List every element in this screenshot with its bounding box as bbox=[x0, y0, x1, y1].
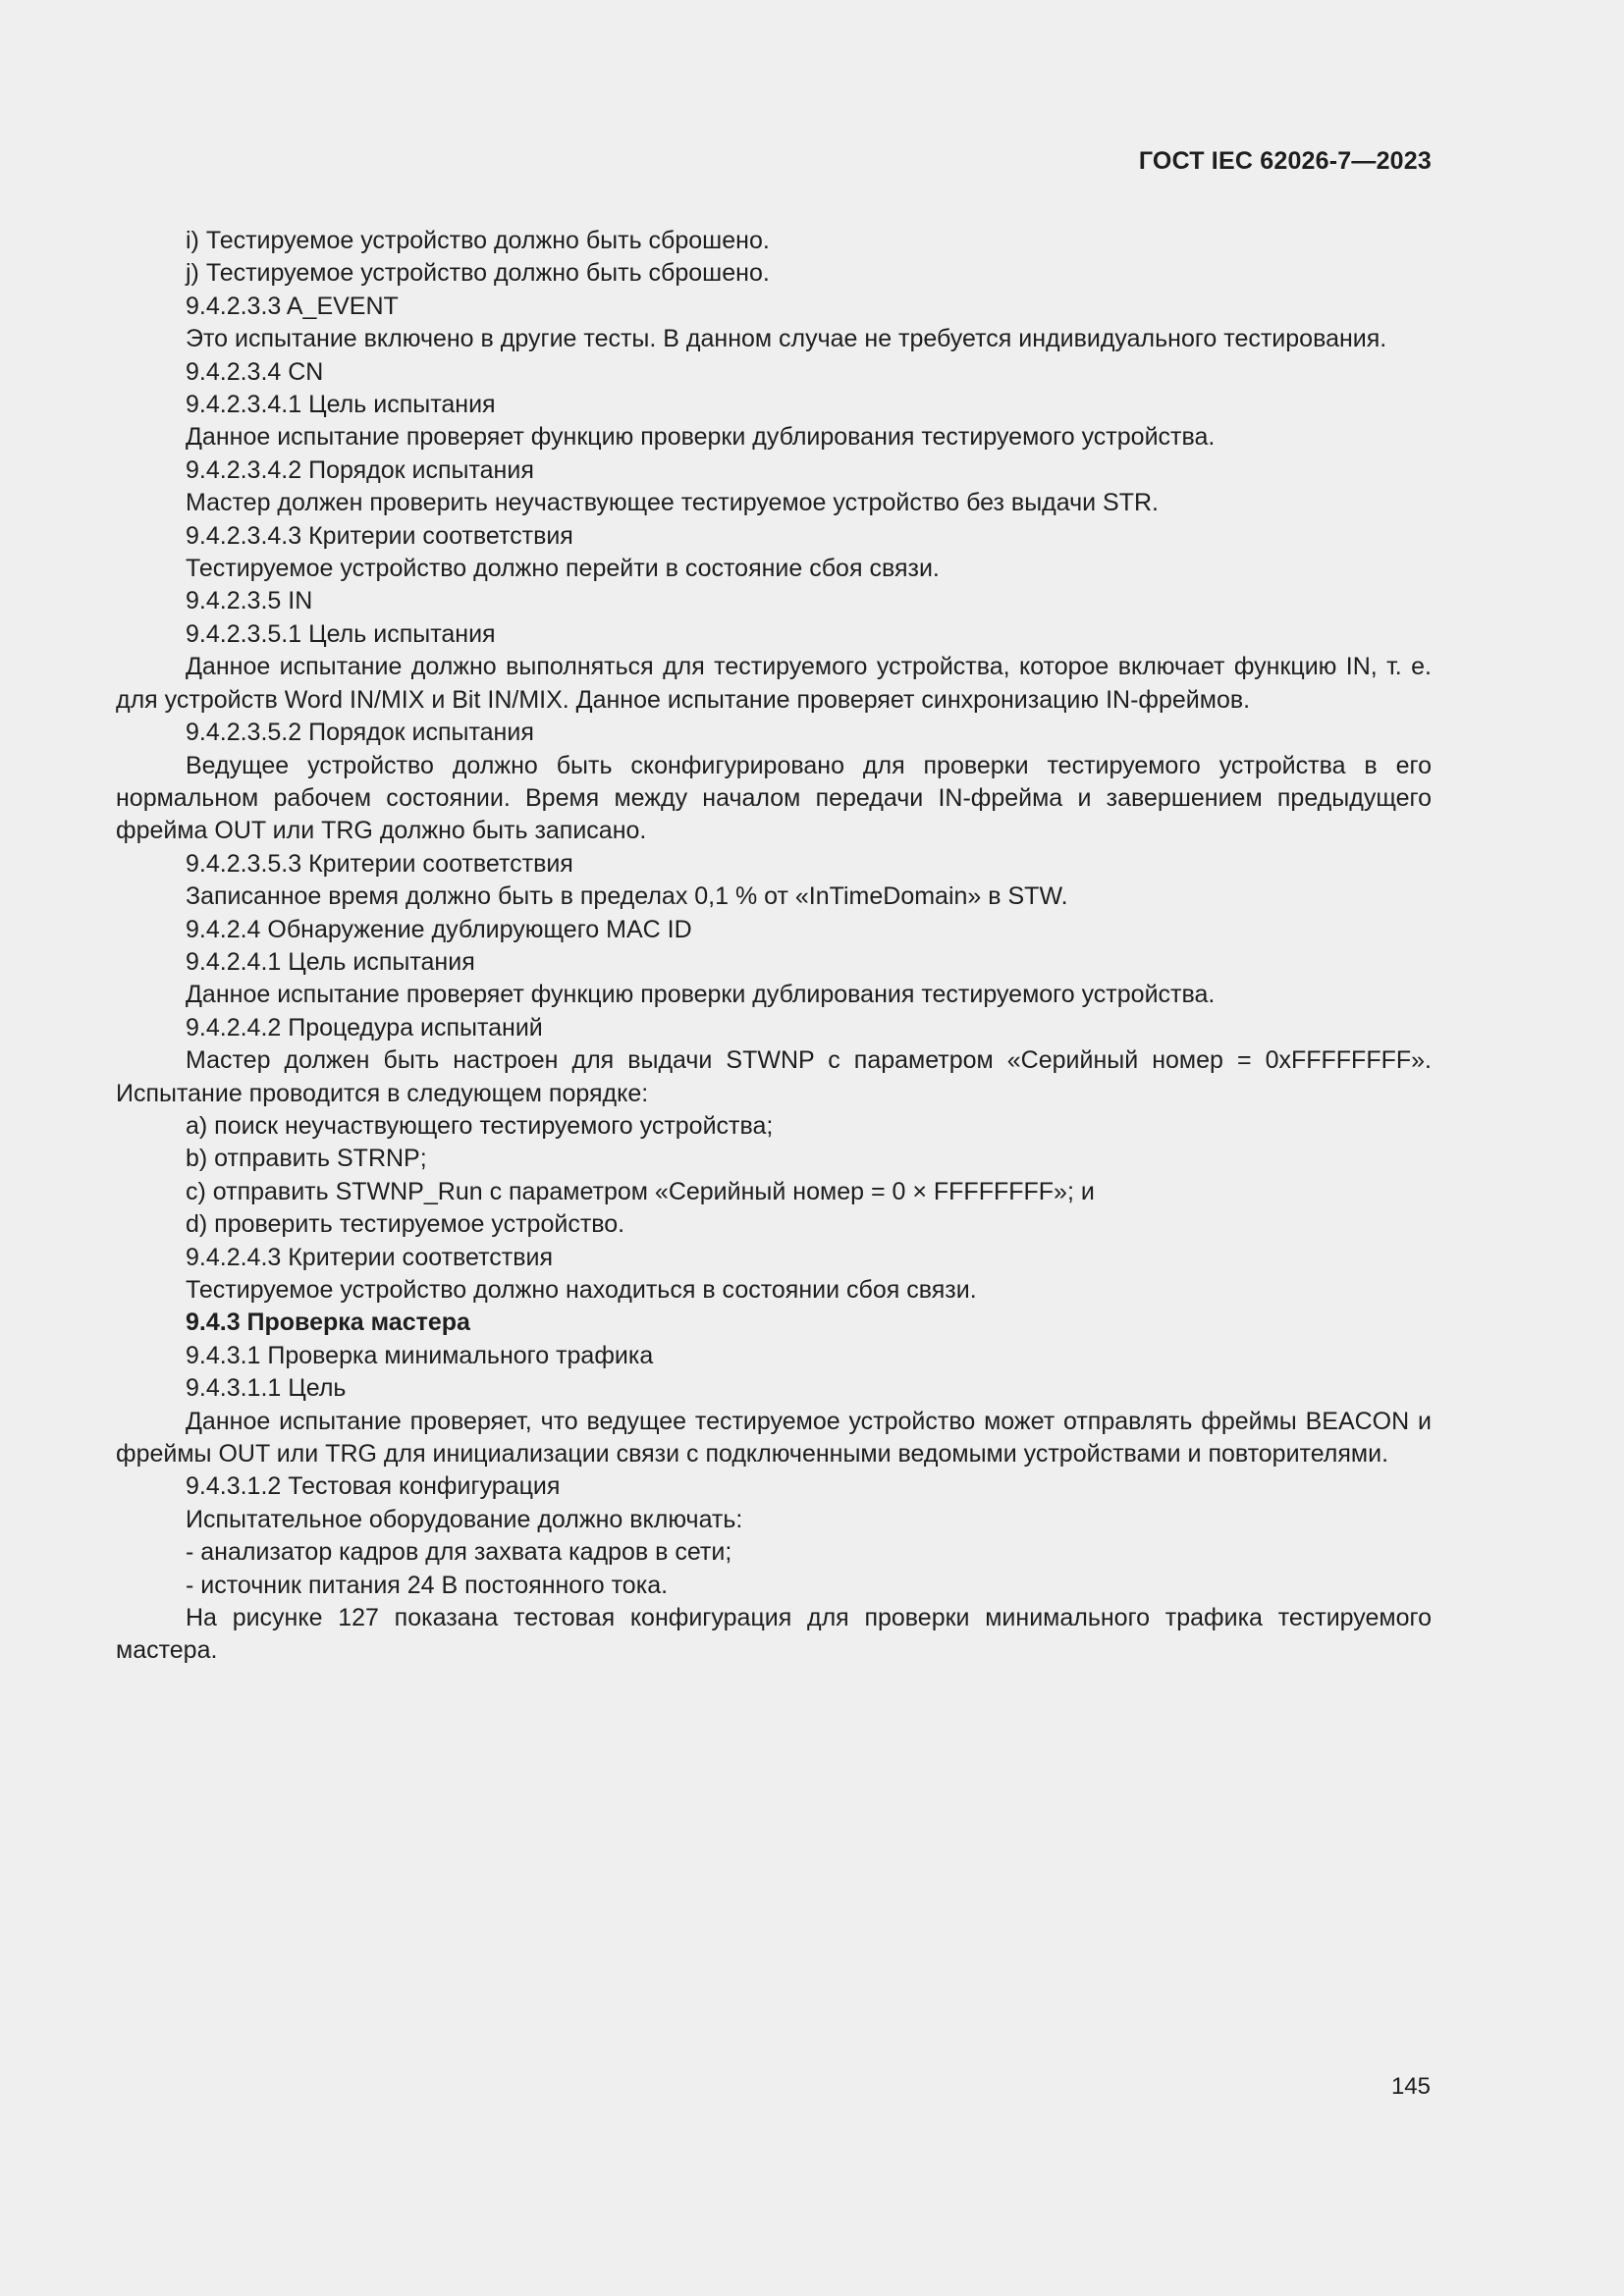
paragraph: Данное испытание проверяет функцию проверки дублирования тестируемого устройства. bbox=[186, 981, 1216, 1009]
section-heading: 9.4.2.4.3 Критерии соответствия bbox=[186, 1243, 553, 1271]
paragraph: Это испытание включено в другие тесты. В данном случае не требуется индивидуального тестирования. bbox=[186, 325, 1387, 353]
section-heading: 9.4.3.1.2 Тестовая конфигурация bbox=[186, 1472, 561, 1501]
section-heading: 9.4.2.4 Обнаружение дублирующего MAC ID bbox=[186, 915, 692, 943]
section-heading: 9.4.2.3.4 CN bbox=[186, 357, 324, 386]
list-item-d: d) проверить тестируемое устройство. bbox=[186, 1210, 625, 1239]
section-heading: 9.4.2.4.1 Цель испытания bbox=[186, 947, 475, 976]
paragraph: Мастер должен быть настроен для выдачи STWNP с параметром «Серийный номер = 0xFFFFFFFF». Испытание проводится в следующем порядке: bbox=[116, 1046, 1432, 1107]
paragraph: На рисунке 127 показана тестовая конфигурация для проверки минимального трафика тестируемого мастера. bbox=[116, 1604, 1432, 1665]
section-heading: 9.4.2.4.2 Процедура испытаний bbox=[186, 1013, 543, 1041]
section-heading: 9.4.3.1.1 Цель bbox=[186, 1374, 347, 1403]
list-item-a: a) поиск неучаствующего тестируемого устройства; bbox=[186, 1111, 774, 1140]
paragraph: Записанное время должно быть в пределах 0,1 % от «InTimeDomain» в STW. bbox=[186, 882, 1068, 911]
list-item-j: j) Тестируемое устройство должно быть сброшено. bbox=[186, 259, 770, 288]
list-item-c: c) отправить STWNP_Run с параметром «Серийный номер = 0 × FFFFFFFF»; и bbox=[186, 1177, 1095, 1205]
list-item-b: b) отправить STRNP; bbox=[186, 1145, 427, 1173]
document-standard-header: ГОСТ IEC 62026-7—2023 bbox=[1138, 147, 1432, 175]
dash-list-item: - анализатор кадров для захвата кадров в сети; bbox=[186, 1538, 732, 1567]
section-heading: 9.4.2.3.4.1 Цель испытания bbox=[186, 391, 496, 419]
paragraph: Испытательное оборудование должно включать: bbox=[186, 1505, 743, 1533]
paragraph: Тестируемое устройство должно перейти в состояние сбоя связи. bbox=[186, 555, 940, 583]
dash-list-item: - источник питания 24 В постоянного тока. bbox=[186, 1571, 669, 1599]
paragraph: Данное испытание должно выполняться для тестируемого устройства, которое включает функцию IN, т. е. для устройств Word IN/MIX и Bit IN/MIX. Данное испытание проверяет синхронизацию IN-фреймов. bbox=[116, 653, 1432, 714]
paragraph: Данное испытание проверяет функцию проверки дублирования тестируемого устройства. bbox=[186, 423, 1216, 452]
section-heading: 9.4.2.3.5.1 Цель испытания bbox=[186, 619, 496, 648]
section-heading: 9.4.2.3.5 IN bbox=[186, 587, 313, 615]
section-heading: 9.4.2.3.5.3 Критерии соответствия bbox=[186, 849, 573, 878]
paragraph: Мастер должен проверить неучаствующее тестируемое устройство без выдачи STR. bbox=[186, 489, 1160, 517]
paragraph: Данное испытание проверяет, что ведущее тестируемое устройство может отправлять фреймы BEACON и фреймы OUT или TRG для инициализации связи с подключенными ведомыми устройствами и повторителями. bbox=[116, 1407, 1432, 1468]
section-heading: 9.4.2.3.5.2 Порядок испытания bbox=[186, 719, 534, 747]
section-heading: 9.4.2.3.4.3 Критерии соответствия bbox=[186, 521, 573, 550]
document-body bbox=[116, 225, 1432, 1668]
section-heading: 9.4.2.3.4.2 Порядок испытания bbox=[186, 455, 534, 484]
section-heading: 9.4.2.3.3 A_EVENT bbox=[186, 292, 399, 320]
section-heading: 9.4.3.1 Проверка минимального трафика bbox=[186, 1341, 654, 1369]
paragraph: Ведущее устройство должно быть сконфигурировано для проверки тестируемого устройства в его нормальном рабочем состоянии. Время между началом передачи IN-фрейма и завершением предыдущего фрейма OUT или TRG должно быть записано. bbox=[116, 751, 1432, 845]
paragraph: Тестируемое устройство должно находиться в состоянии сбоя связи. bbox=[186, 1276, 977, 1304]
list-item-i: i) Тестируемое устройство должно быть сброшено. bbox=[186, 227, 770, 254]
section-heading-bold: 9.4.3 Проверка мастера bbox=[186, 1308, 470, 1337]
page-number: 145 bbox=[1390, 2073, 1431, 2100]
